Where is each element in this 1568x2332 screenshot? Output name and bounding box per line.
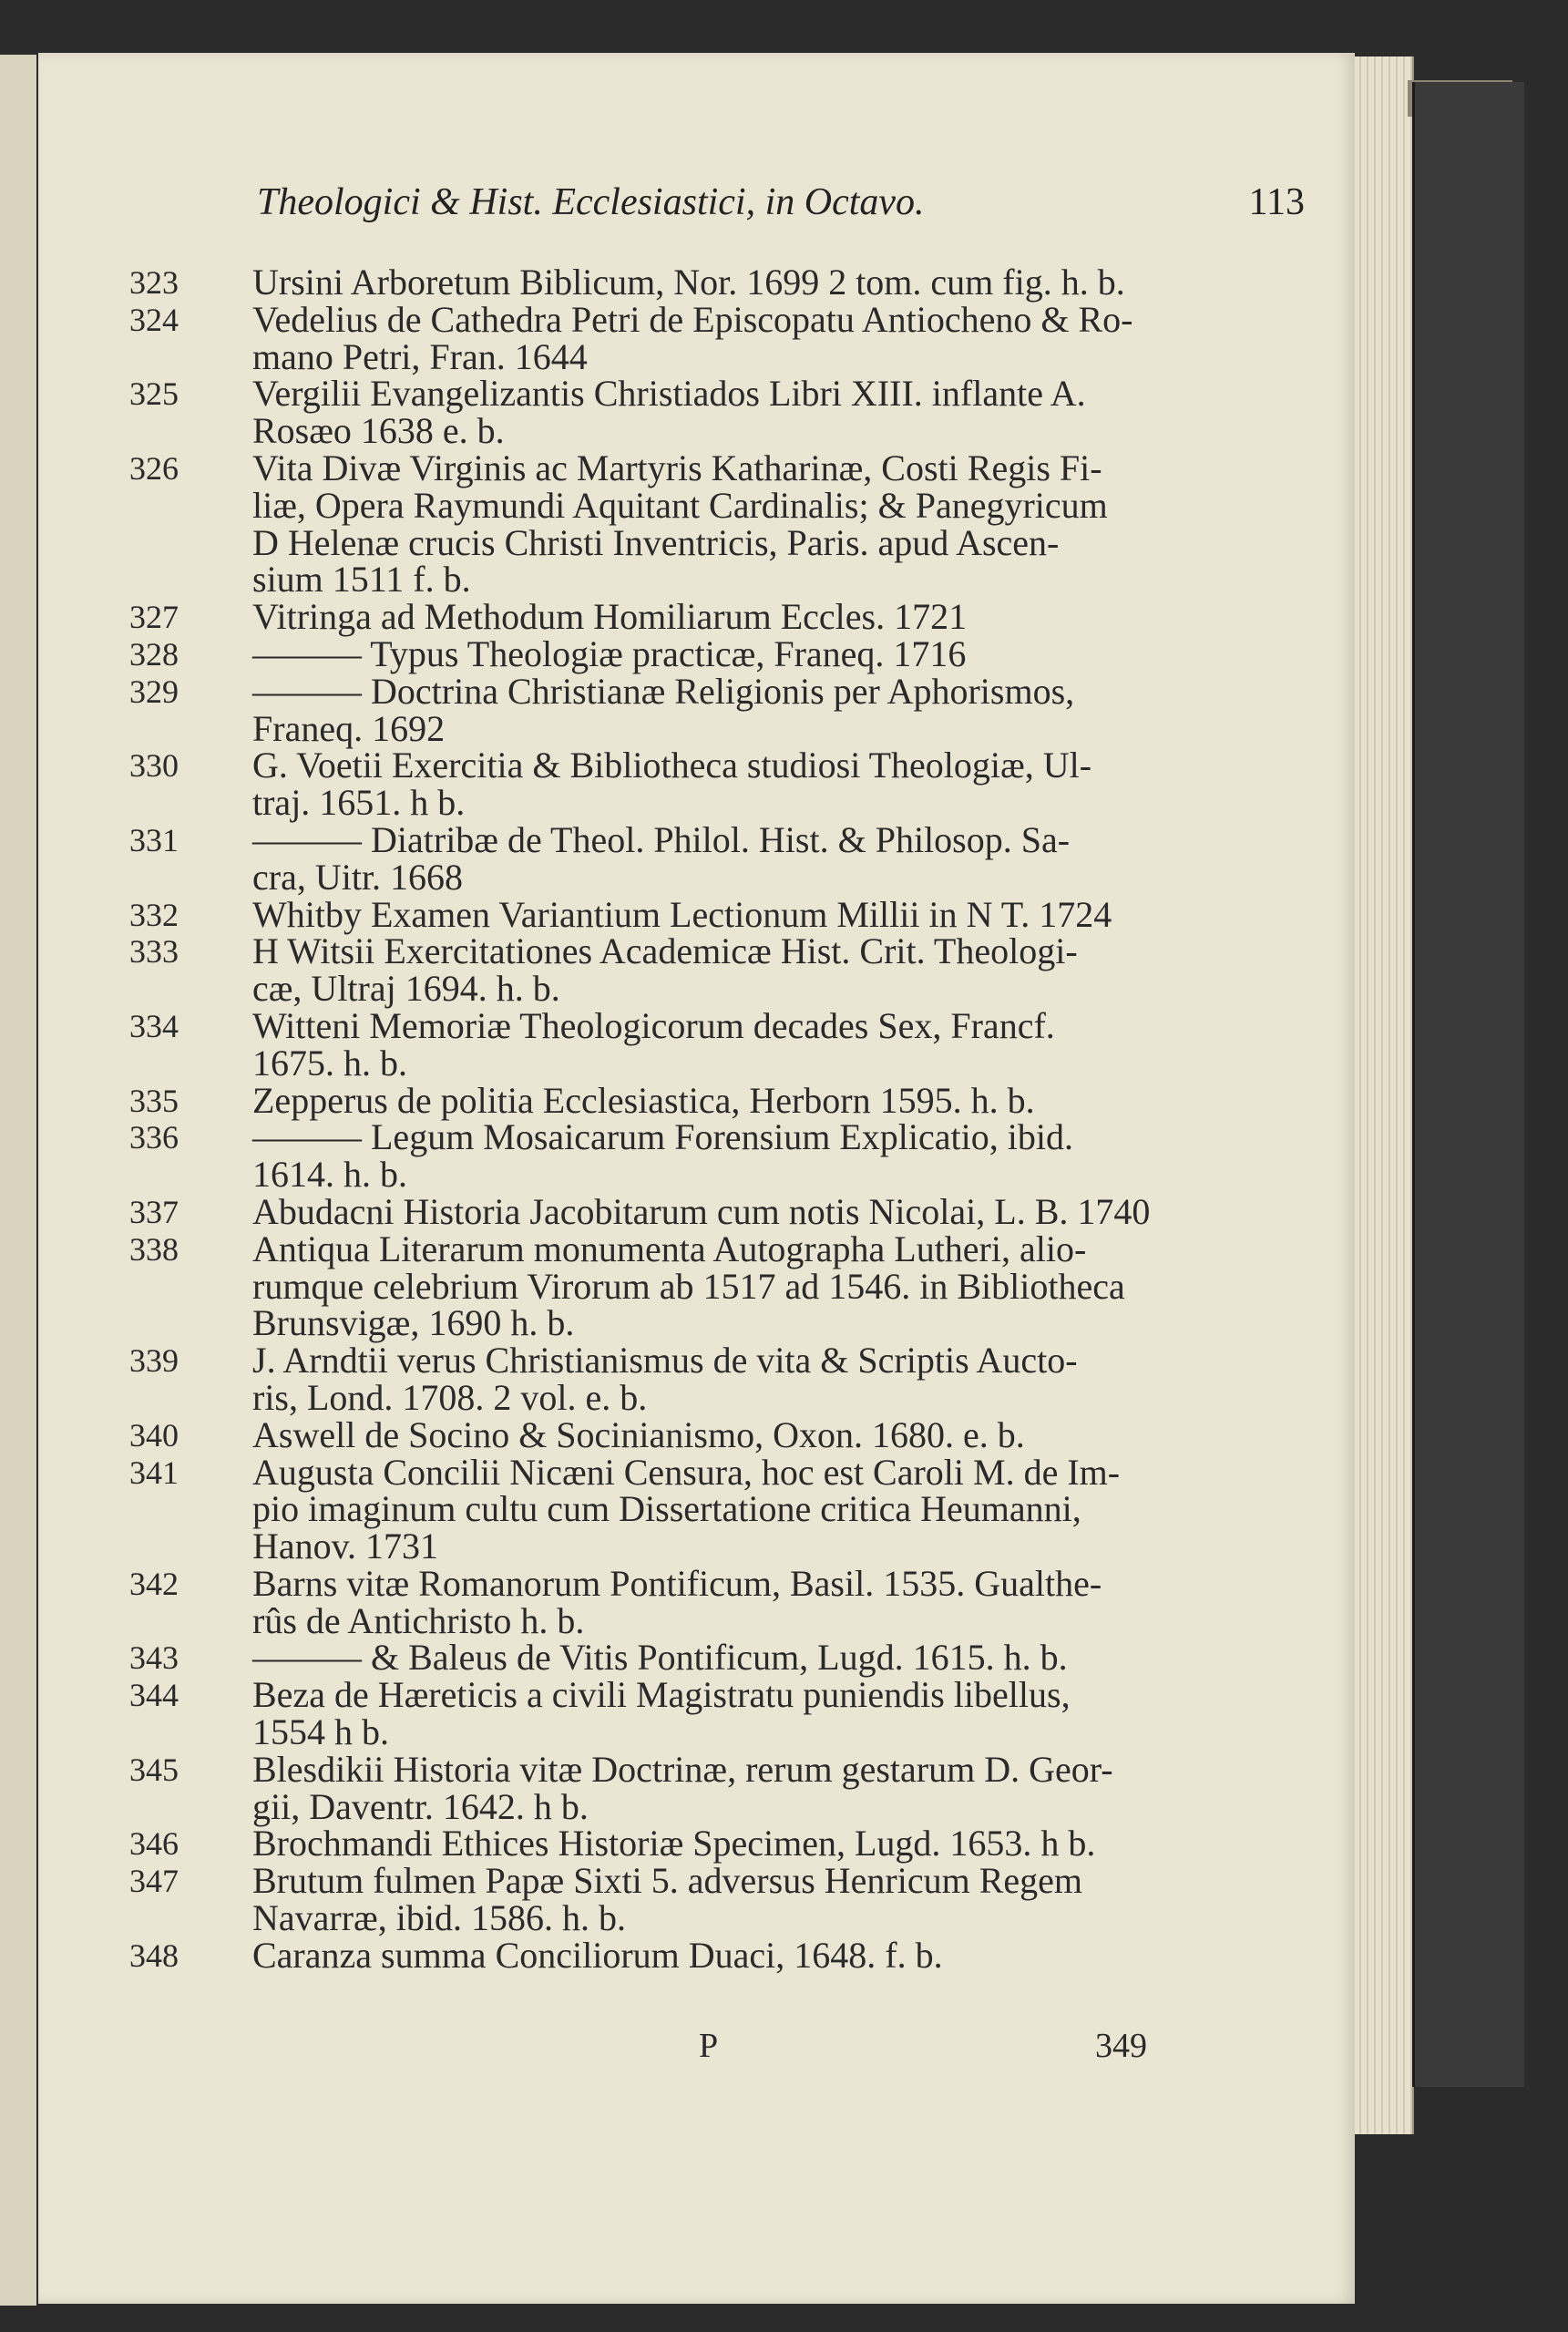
catalogue-line [129, 1116, 1314, 1158]
catalogue-line [129, 1190, 1314, 1232]
entry-text: Franeq. 1692 [252, 707, 446, 749]
book-cover [1412, 82, 1524, 2087]
entry-text: Caranza summa Conciliorum Duaci, 1648. f. b. [252, 1934, 943, 1976]
entry-text: Rosæo 1638 e. b. [252, 410, 505, 452]
entry-text: Witteni Memoriæ Theologicorum decades Sex, Francf. [252, 1004, 1055, 1046]
catalogue-line [129, 1156, 1314, 1194]
catalogue-line [129, 632, 1314, 674]
catalogue-line [129, 484, 1314, 526]
catalogue-line [129, 1228, 1314, 1269]
catalogue-line [129, 521, 1314, 563]
entry-text: 1554 h b. [252, 1711, 389, 1753]
entry-text: cæ, Ultraj 1694. h. b. [252, 968, 560, 1010]
entry-number: 336 [129, 1119, 179, 1156]
page-footer [38, 2026, 1355, 2080]
page-number: 113 [1248, 181, 1305, 223]
catalogue-line [129, 856, 1314, 898]
catalogue-line [129, 782, 1314, 824]
catalogue-line [129, 561, 1314, 599]
entry-number: 338 [129, 1230, 179, 1268]
catalogue-line [129, 1674, 1314, 1716]
catalogue-line [129, 1451, 1314, 1493]
entry-text: pio imaginum cultu cum Dissertatione critica Heumanni, [252, 1488, 1081, 1530]
entry-text: Blesdikii Historia vitæ Doctrinæ, rerum gestarum D. Geor- [252, 1748, 1113, 1790]
entry-text: ——— & Baleus de Vitis Pontificum, Lugd. 1615. h. b. [252, 1637, 1068, 1679]
running-header [257, 180, 1305, 224]
catalogue-line [129, 968, 1314, 1010]
catalogue-line [129, 1785, 1314, 1827]
catalogue-line [129, 1599, 1314, 1641]
entry-text: ——— Doctrina Christianæ Religionis per Aphorismos, [252, 670, 1075, 712]
catalogue-line [129, 1265, 1314, 1307]
entry-number: 341 [129, 1454, 179, 1491]
catalogue-line [129, 1488, 1314, 1530]
catalogue-line [129, 1004, 1314, 1046]
catalogue-line [129, 1748, 1314, 1790]
catalogue-line [129, 1528, 1314, 1566]
entry-number: 348 [129, 1936, 179, 1974]
entry-number: 339 [129, 1342, 179, 1380]
entry-number: 340 [129, 1416, 179, 1454]
entry-text: Barns vitæ Romanorum Pontificum, Basil. 1535. Gualthe- [252, 1562, 1102, 1604]
catalogue-line [129, 1302, 1314, 1344]
entry-text: ——— Legum Mosaicarum Forensium Explicatio, ibid. [252, 1116, 1073, 1158]
catalogue-line [129, 893, 1314, 935]
catalogue-line [129, 1639, 1314, 1677]
entry-text: Vita Divæ Virginis ac Martyris Katharinæ, Costi Regis Fi- [252, 447, 1102, 488]
catalogue-line [129, 264, 1314, 302]
entry-text: Brochmandi Ethices Historiæ Specimen, Lugd. 1653. h b. [252, 1823, 1096, 1865]
catalogue-line [129, 1825, 1314, 1863]
entry-text: cra, Uitr. 1668 [252, 856, 464, 898]
entry-number: 332 [129, 896, 179, 933]
catalogue-line [129, 375, 1314, 413]
entry-text: Navarræ, ibid. 1586. h. b. [252, 1897, 626, 1939]
entry-number: 334 [129, 1007, 179, 1044]
entry-text: J. Arndtii verus Christianismus de vita & Scriptis Aucto- [252, 1340, 1078, 1382]
entry-number: 342 [129, 1565, 179, 1602]
catalogue-line [129, 1042, 1314, 1084]
catalogue-line [129, 1934, 1314, 1976]
catalogue-line [129, 1376, 1314, 1418]
entry-text: Vergilii Evangelizantis Christiados Libri XIII. inflante A. [252, 373, 1086, 415]
signature-mark: P [699, 2027, 719, 2065]
entry-number: 326 [129, 449, 179, 487]
entry-text: rûs de Antichristo h. b. [252, 1599, 585, 1641]
entry-number: 329 [129, 673, 179, 710]
entry-text: ——— Diatribæ de Theol. Philol. Hist. & Philosop. Sa- [252, 818, 1071, 860]
catalogue-line [129, 596, 1314, 638]
entry-number: 323 [129, 264, 179, 301]
running-title: Theologici & Hist. Ecclesiastici, in Octavo. [257, 181, 925, 223]
entry-number: 330 [129, 747, 179, 785]
entry-text: G. Voetii Exercitia & Bibliotheca studiosi Theologiæ, Ul- [252, 745, 1092, 786]
book-page [38, 53, 1355, 2304]
catalogue-line [129, 447, 1314, 488]
entry-text: Brutum fulmen Papæ Sixti 5. adversus Henricum Regem [252, 1860, 1082, 1902]
entry-text: Whitby Examen Variantium Lectionum Millii in N T. 1724 [252, 893, 1112, 935]
entry-text: D Helenæ crucis Christi Inventricis, Paris. apud Ascen- [252, 521, 1060, 563]
entry-number: 333 [129, 933, 179, 971]
entry-number: 346 [129, 1825, 179, 1863]
entry-number: 347 [129, 1863, 179, 1900]
entry-number: 343 [129, 1639, 179, 1677]
entry-text: gii, Daventr. 1642. h b. [252, 1785, 589, 1827]
entry-number: 325 [129, 375, 179, 413]
catalogue-line [129, 410, 1314, 452]
entry-number: 337 [129, 1193, 179, 1230]
catchword: 349 [1095, 2027, 1147, 2065]
entry-text: Vitringa ad Methodum Homiliarum Eccles. 1721 [252, 596, 968, 638]
catalogue-line [129, 1342, 1314, 1380]
entry-number: 335 [129, 1082, 179, 1119]
entry-number: 345 [129, 1751, 179, 1788]
entry-text: Hanov. 1731 [252, 1526, 439, 1567]
previous-page-edge [0, 55, 36, 2306]
entry-text: mano Petri, Fran. 1644 [252, 335, 588, 377]
entry-text: Beza de Hæreticis a civili Magistratu puniendis libellus, [252, 1674, 1071, 1716]
entry-text: Vedelius de Cathedra Petri de Episcopatu Antiocheno & Ro- [252, 298, 1133, 340]
entry-text: Augusta Concilii Nicæni Censura, hoc est Caroli M. de Im- [252, 1451, 1121, 1493]
entry-text: sium 1511 f. b. [252, 559, 471, 601]
entry-number: 331 [129, 821, 179, 858]
catalogue-line [129, 747, 1314, 785]
catalogue-entries [129, 264, 1314, 1975]
catalogue-line [129, 1413, 1314, 1455]
catalogue-line [129, 930, 1314, 972]
entry-text: liæ, Opera Raymundi Aquitant Cardinalis; & Panegyricum [252, 484, 1108, 526]
entry-text: Ursini Arboretum Biblicum, Nor. 1699 2 tom. cum fig. h. b. [252, 262, 1125, 303]
entry-text: Aswell de Socino & Socinianismo, Oxon. 1680. e. b. [252, 1413, 1025, 1455]
entry-number: 328 [129, 635, 179, 673]
catalogue-line [129, 707, 1314, 749]
entry-text: Abudacni Historia Jacobitarum cum notis Nicolai, L. B. 1740 [252, 1190, 1151, 1232]
entry-text: Brunsvigæ, 1690 h. b. [252, 1302, 575, 1344]
entry-number: 324 [129, 301, 179, 338]
catalogue-line [129, 670, 1314, 712]
catalogue-line [129, 335, 1314, 377]
entry-text: 1675. h. b. [252, 1042, 407, 1084]
entry-text: traj. 1651. h b. [252, 782, 466, 824]
catalogue-line [129, 298, 1314, 340]
catalogue-line [129, 818, 1314, 860]
entry-number: 344 [129, 1677, 179, 1714]
entry-text: 1614. h. b. [252, 1154, 407, 1196]
entry-number: 327 [129, 599, 179, 636]
catalogue-line [129, 1860, 1314, 1902]
entry-text: rumque celebrium Virorum ab 1517 ad 1546. in Bibliotheca [252, 1265, 1125, 1307]
catalogue-line [129, 1562, 1314, 1604]
entry-text: ris, Lond. 1708. 2 vol. e. b. [252, 1376, 648, 1418]
catalogue-line [129, 1711, 1314, 1753]
entry-text: H Witsii Exercitationes Academicæ Hist. Crit. Theologi- [252, 930, 1078, 972]
catalogue-line [129, 1897, 1314, 1939]
catalogue-line [129, 1079, 1314, 1121]
entry-text: Zepperus de politia Ecclesiastica, Herborn 1595. h. b. [252, 1079, 1035, 1121]
entry-text: Antiqua Literarum monumenta Autographa Lutheri, alio- [252, 1228, 1087, 1269]
entry-text: ——— Typus Theologiæ practicæ, Franeq. 1716 [252, 632, 967, 674]
